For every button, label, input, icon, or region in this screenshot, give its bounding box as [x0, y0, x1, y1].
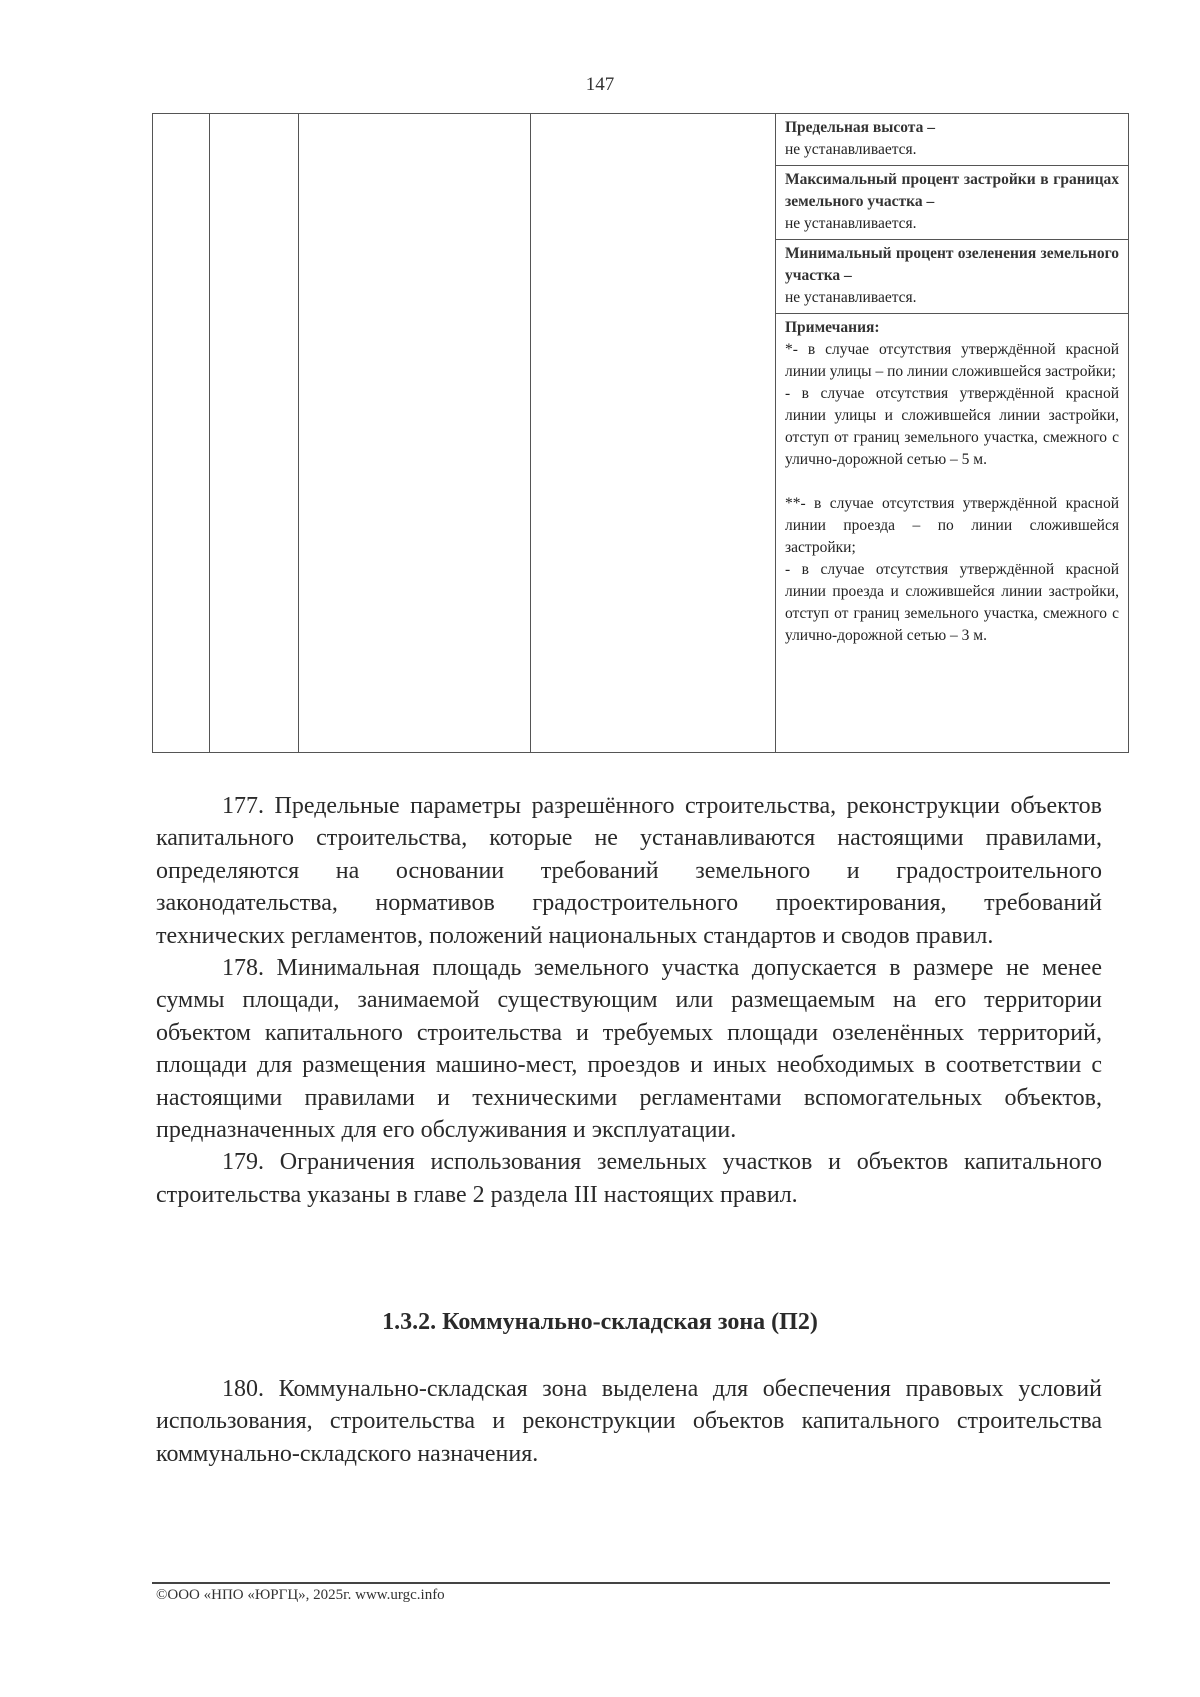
- paragraph-179: 179. Ограничения использования земельных участков и объектов капитального строительства указаны в главе 2 раздела III настоящих правил.: [156, 1149, 1102, 1208]
- note-item: - в случае отсутствия утверждённой красной линии проезда и сложившейся линии застройки, отступ от границ земельного участка, смежного с улично-дорожной сетью – 3 м.: [785, 561, 1119, 644]
- param-max-building-percent: [776, 166, 1128, 240]
- param-label: Минимальный процент озеленения земельного участка –: [785, 245, 1119, 284]
- note-spacer: [785, 471, 1119, 493]
- param-min-greening-percent: [776, 240, 1128, 314]
- param-notes: [776, 314, 1128, 651]
- param-max-height: [776, 114, 1128, 166]
- paragraph-180: 180. Коммунально-складская зона выделена для обеспечения правовых условий использования, строительства и реконструкции объектов капитального строительства коммунально-складского назначения.: [156, 1376, 1102, 1467]
- page-number: 147: [585, 74, 615, 95]
- body-text-top: [156, 790, 1102, 1211]
- param-value: не устанавливается.: [785, 215, 917, 232]
- section-heading: 1.3.2. Коммунально-складская зона (П2): [382, 1309, 818, 1335]
- table-cell-empty-3: [299, 114, 531, 753]
- param-value: не устанавливается.: [785, 141, 917, 158]
- table-cell-empty-1: [153, 114, 210, 753]
- paragraph-178: 178. Минимальная площадь земельного участка допускается в размере не менее суммы площади, занимаемой существующим или размещаемым на его территории объектом капитального строительства и требуемых площади озеленённых территорий, площади для размещения машино-мест, проездов и иных необходимых в соответствии с настоящими правилами и техническими регламентами вспомогательных объектов, предназначенных для его обслуживания и эксплуатации.: [156, 955, 1102, 1144]
- param-label: Предельная высота –: [785, 119, 935, 136]
- footer-copyright: ©ООО «НПО «ЮРГЦ», 2025г. www.urgc.info: [156, 1587, 445, 1603]
- notes-heading: Примечания:: [785, 319, 880, 336]
- param-value: не устанавливается.: [785, 289, 917, 306]
- body-text-bottom: [156, 1373, 1102, 1470]
- note-item: *- в случае отсутствия утверждённой красной линии улицы – по линии сложившейся застройки;: [785, 341, 1119, 380]
- table-cell-empty-2: [210, 114, 299, 753]
- table-cell-empty-4: [531, 114, 776, 753]
- note-item: **- в случае отсутствия утверждённой красной линии проезда – по линии сложившейся застройки;: [785, 495, 1119, 556]
- note-item: - в случае отсутствия утверждённой красной линии улицы и сложившейся линии застройки, отступ от границ земельного участка, смежного с улично-дорожной сетью – 5 м.: [785, 385, 1119, 468]
- parameters-table: [152, 113, 1129, 753]
- footer-divider: [152, 1582, 1110, 1584]
- param-label: Максимальный процент застройки в границах земельного участка –: [785, 171, 1119, 210]
- table-cell-parameters: [776, 114, 1129, 753]
- paragraph-177: 177. Предельные параметры разрешённого строительства, реконструкции объектов капитального строительства, которые не устанавливаются настоящими правилами, определяются на основании требований земельного и градостроительного законодательства, нормативов градостроительного проектирования, требований технических регламентов, положений национальных стандартов и сводов правил.: [156, 793, 1102, 949]
